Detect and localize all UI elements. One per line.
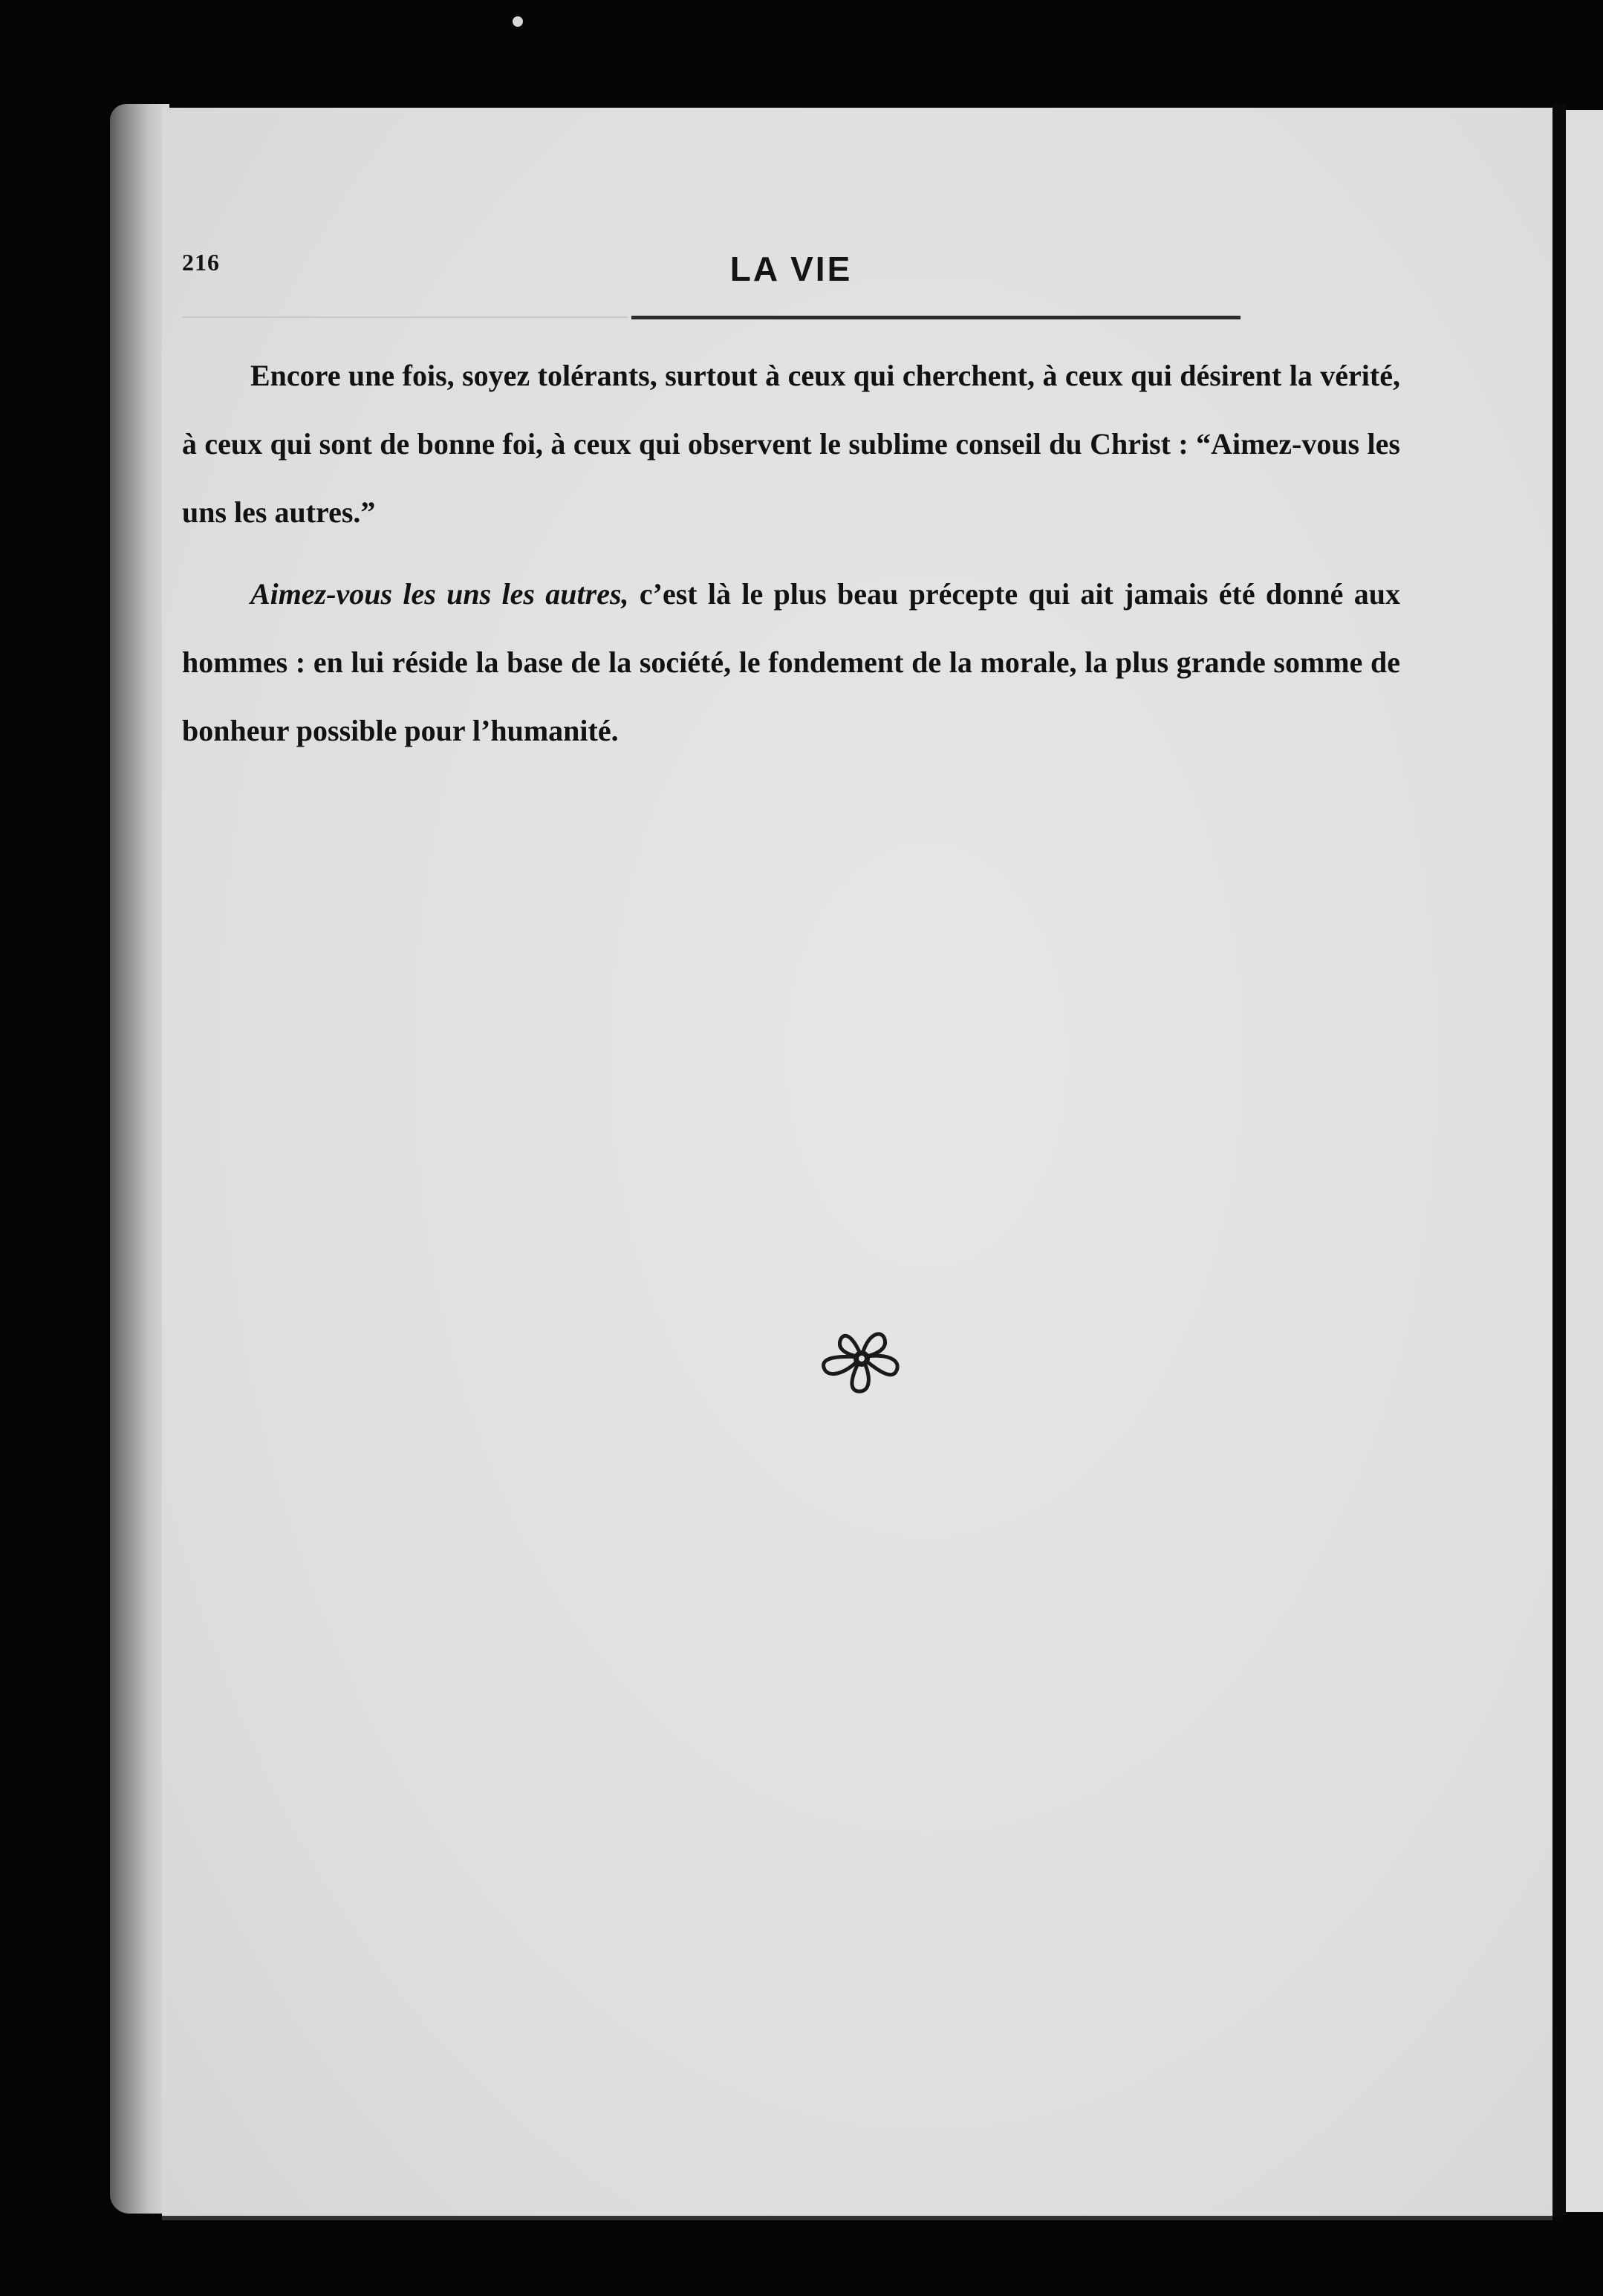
header-rule xyxy=(631,316,1241,319)
next-page-edge xyxy=(1566,110,1603,2212)
page-gutter xyxy=(1552,104,1566,2217)
italic-phrase: Aimez-vous les uns les autres, xyxy=(250,577,629,611)
flower-ornament-icon xyxy=(813,1318,910,1400)
body-text xyxy=(182,342,1400,765)
paragraph-text: c’est là le plus beau précepte qui ait jamais été donné aux hommes : en lui réside la base de la société, le fondement de la morale, la plus grande somme de bonheur possible pour l’humanité. xyxy=(182,577,1400,747)
header-rule-left xyxy=(182,316,628,318)
paragraph xyxy=(182,560,1400,765)
page-title: LA VIE xyxy=(729,250,853,288)
page-edge xyxy=(110,104,169,2214)
running-head xyxy=(182,249,1400,308)
paragraph: Encore une fois, soyez tolérants, surtout à ceux qui cherchent, à ceux qui désirent la vérité, à ceux qui sont de bonne foi, à ceux qui observent le sublime conseil du Christ : “Aimez-vous les uns les autres.” xyxy=(182,359,1400,529)
scan-artifact-dot xyxy=(513,16,523,27)
page-number: 216 xyxy=(182,249,220,276)
